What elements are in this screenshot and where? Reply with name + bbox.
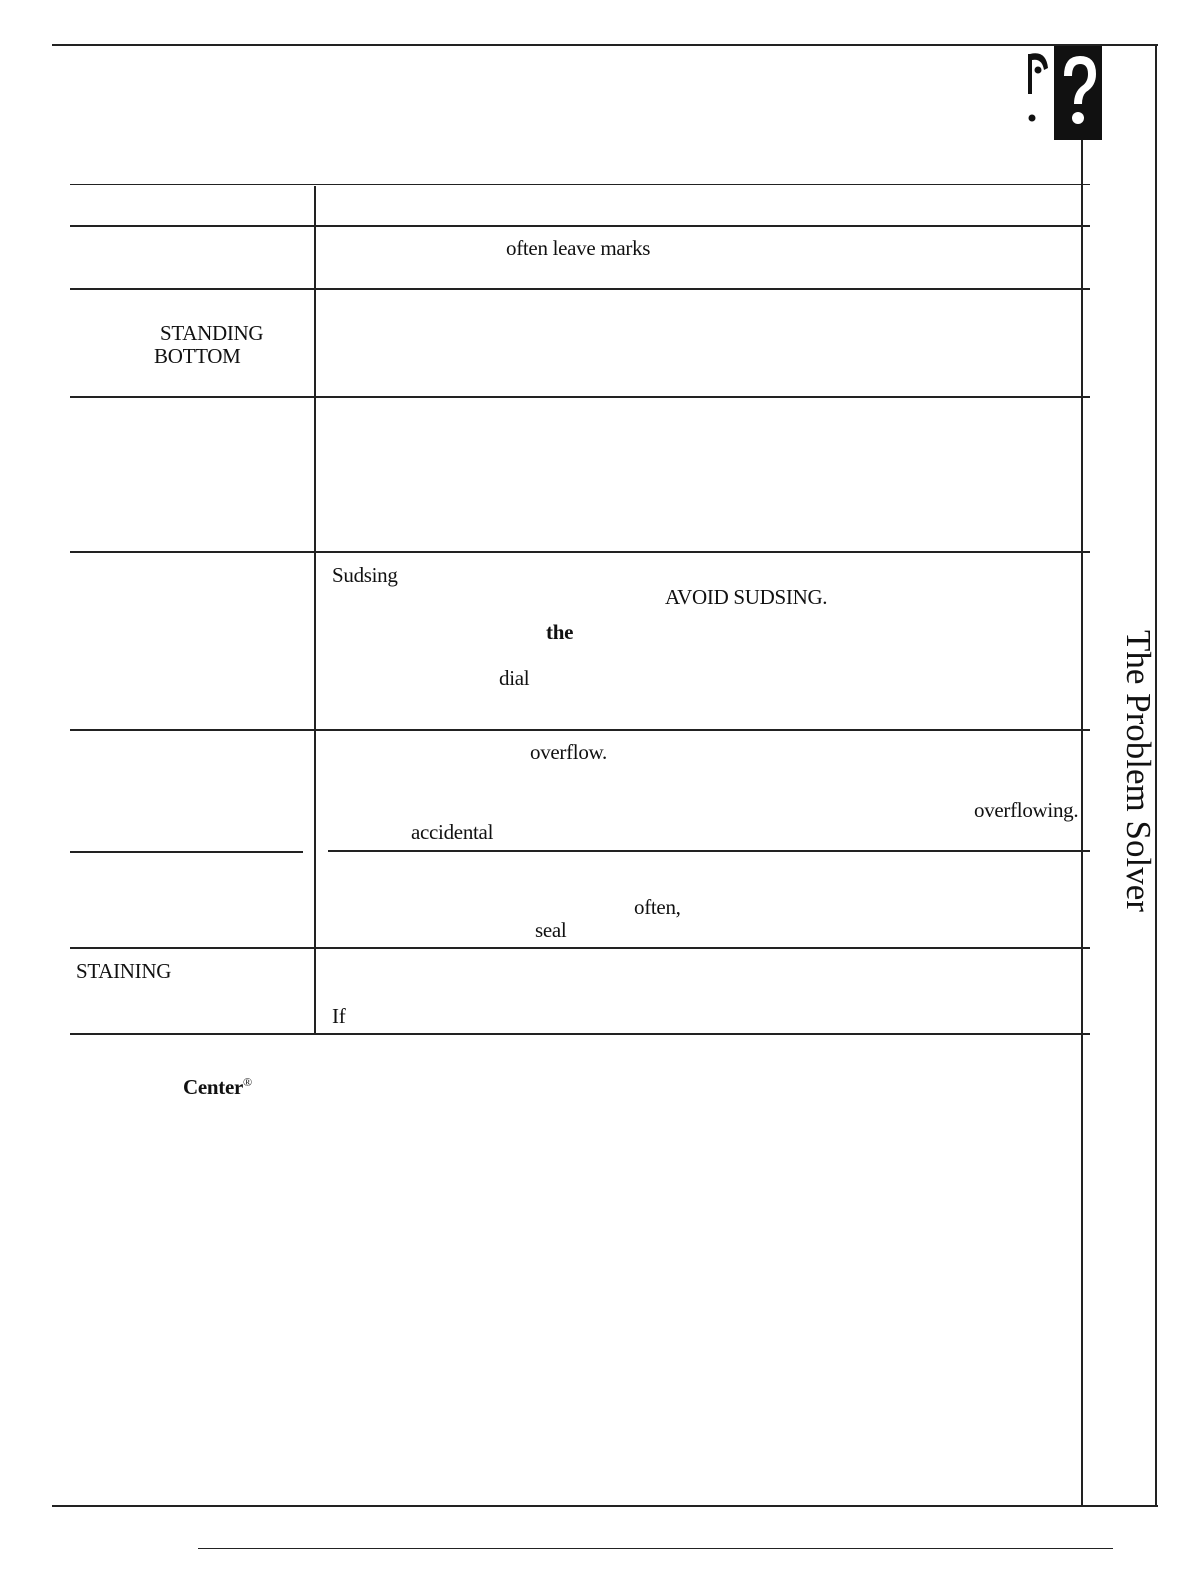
table-rule-0: [70, 184, 1090, 185]
fragment-sudsing: Sudsing: [332, 563, 398, 587]
table-rule-2: [70, 288, 1090, 290]
fragment-dial: dial: [499, 666, 530, 690]
fragment-overflow: overflow.: [530, 740, 607, 764]
fragment-staining: STAINING: [76, 959, 172, 983]
fragment-avoid-sudsing: AVOID SUDSING.: [665, 585, 828, 609]
fragment-bottom: BOTTOM: [154, 344, 241, 368]
fragment-often-leave-marks: often leave marks: [506, 236, 651, 260]
table-rule-7: [70, 947, 1090, 949]
question-mark-icon: [1024, 46, 1114, 142]
table-rule-6a: [70, 851, 303, 853]
registered-mark: ®: [243, 1075, 252, 1089]
fragment-if: If: [332, 1004, 346, 1028]
table-rule-1: [70, 225, 1090, 227]
fragment-seal: seal: [535, 918, 567, 942]
column-divider: [314, 186, 316, 1034]
bottom-rule: [52, 1505, 1158, 1507]
footer-rule: [198, 1548, 1113, 1549]
table-rule-4: [70, 551, 1090, 553]
table-rule-6b: [328, 850, 1090, 852]
side-title: [1096, 630, 1168, 950]
fragment-the: the: [546, 620, 574, 644]
fragment-overflowing: overflowing.: [974, 798, 1079, 822]
fragment-center: [183, 1076, 252, 1098]
fragment-standing: STANDING: [160, 321, 264, 345]
table-rule-5: [70, 729, 1090, 731]
side-title-text: The Problem Solver: [1119, 630, 1158, 912]
fragment-often: often,: [634, 895, 681, 919]
table-rule-3: [70, 396, 1090, 398]
fragment-accidental: accidental: [411, 820, 494, 844]
table-rule-8: [70, 1033, 1090, 1035]
top-rule: [52, 44, 1158, 46]
right-border-inner: [1081, 140, 1083, 1506]
center-word: Center: [183, 1075, 244, 1099]
